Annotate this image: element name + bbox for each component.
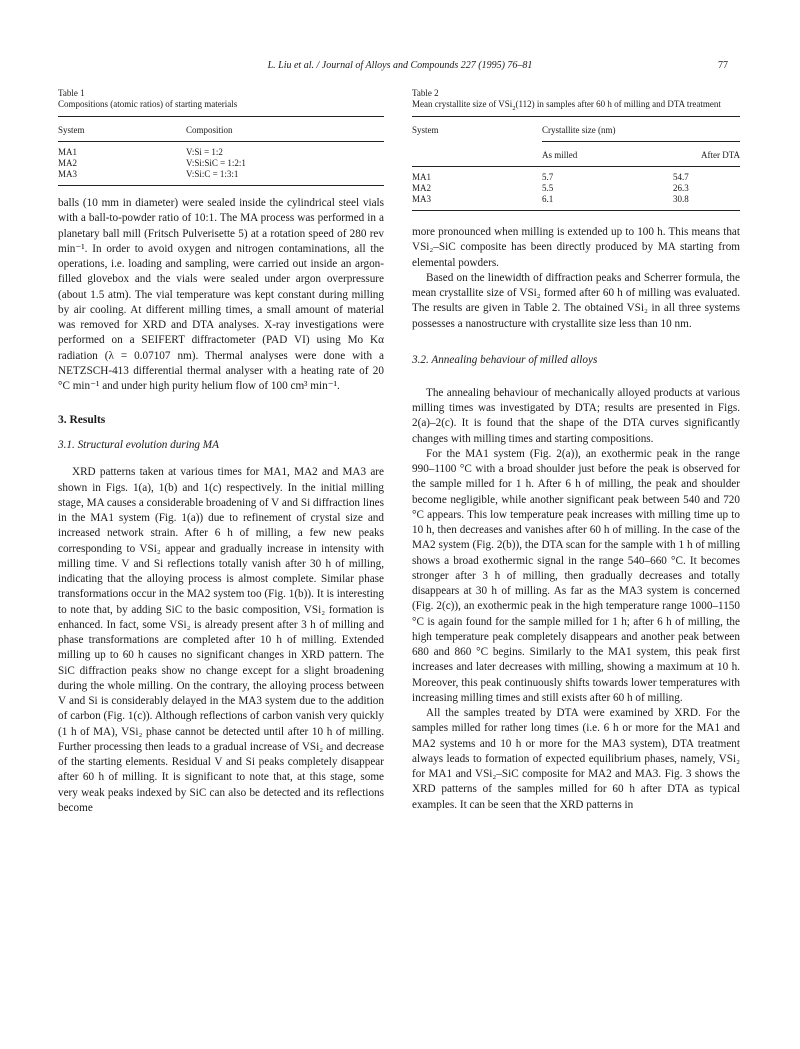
table-2-cell: 54.7 <box>672 172 689 182</box>
table-2-subheader-as-milled: As milled <box>542 150 578 160</box>
table-1-label: Table 1 <box>58 88 85 98</box>
right-paragraph-xrd-after-dta: All the samples treated by DTA were examined by XRD. For the samples milled for rather long times (i.e. 6 h or more for the MA1 and MA2 systems and 10 h or more for the MA3 system), DTA treatment always leads to formation of expected equilibrium phases, namely, VSi₂ for MA1 and VSi₂–SiC composite for MA2 and MA3. Fig. 3 shows the XRD patterns of the samples milled for 60 h after DTA as typical examples. It can be seen that the XRD patterns in <box>412 707 740 811</box>
page-header <box>0 60 800 76</box>
table-1-caption: Compositions (atomic ratios) of starting materials <box>58 99 238 109</box>
running-head: L. Liu et al. / Journal of Alloys and Compounds 227 (1995) 76–81 <box>267 60 533 71</box>
table-1-header-system: System <box>58 125 85 135</box>
table-2-cell: 6.1 <box>542 194 554 204</box>
table-1-cell: V:Si:SiC = 1:2:1 <box>186 158 246 168</box>
table-2-label: Table 2 <box>412 88 439 98</box>
table-2-caption-part: (112) in samples after 60 h of milling and DTA treatment <box>515 99 721 109</box>
table-1-header-composition: Composition <box>186 125 233 135</box>
section-heading-results: 3. Results <box>58 414 106 427</box>
table-row <box>412 183 740 194</box>
table-row <box>412 172 740 183</box>
table-1-cell: MA2 <box>58 158 78 168</box>
right-column <box>412 88 740 813</box>
page-number: 77 <box>718 60 728 71</box>
table-2-cell: 30.8 <box>672 194 689 204</box>
table-2-subheader-row <box>412 150 740 161</box>
table-1-header-row <box>58 125 384 136</box>
table-row <box>58 169 384 180</box>
table-2-subheader-after-dta: After DTA <box>700 150 740 160</box>
table-2-cell: MA3 <box>412 194 432 204</box>
table-1-cell: V:Si = 1:2 <box>186 147 223 157</box>
subsection-heading-3-1: 3.1. Structural evolution during MA <box>58 439 219 452</box>
table-2-header-system: System <box>412 125 439 135</box>
table-1-cell: MA1 <box>58 147 78 157</box>
table-2-cell: 5.7 <box>542 172 554 182</box>
right-paragraph-dta-systems: For the MA1 system (Fig. 2(a)), an exothermic peak in the range 990–1100 °C with a broad shoulder just before the peak is observed for the sample milled for 1 h. After 6 h of milling, the peak and shoulder become negligible, while another significant peak between 540 and 720 °C appears. This low temperature peak increases with milling time up to 10 h, then decreases and vanishes after 60 h of milling. In the case of the MA2 system (Fig. 2(b)), the DTA scan for the sample with 1 h of milling shows a broad exothermic signal in the range 540–660 °C. It becomes stronger after 3 h of milling, then gradually decreases and totally disappears at 30 h of milling. As far as the MA3 system is concerned (Fig. 2(c)), an exothermic peak in the high temperature range 1000–1150 °C is again found for the sample milled for 1 h; after 6 h of milling, the high temperature peak completely disappears and another peak between 680 and 860 °C begins. Similarly to the MA1 system, this peak first increases and later decreases with milling, showing a maximum at 10 h. Moreover, this peak continuously shifts towards lower temperatures with increasing milling times and still exists after 60 h of milling. <box>412 447 740 704</box>
table-1-cell: V:Si:C = 1:3:1 <box>186 169 239 179</box>
table-1-grid <box>58 116 384 186</box>
table-row <box>58 147 384 158</box>
right-paragraph-composite: more pronounced when milling is extended up to 100 h. This means that VSi₂–SiC composite has been directly produced by MA starting from elemental powders. <box>412 226 740 269</box>
table-2 <box>412 88 740 211</box>
table-2-caption-part: Mean crystallite size of VSi <box>412 99 513 109</box>
right-paragraph-annealing: The annealing behaviour of mechanically alloyed products at various milling times was investigated by DTA; results are presented in Figs. 2(a)–2(c). It is found that the shape of the DTA curves significantly changes with milling times and starting compositions. <box>412 386 740 445</box>
table-1-cell: MA3 <box>58 169 78 179</box>
table-2-cell: 5.5 <box>542 183 554 193</box>
right-paragraph-crystallite: Based on the linewidth of diffraction peaks and Scherrer formula, the mean crystallite size of VSi₂ formed after 60 h of milling was evaluated. The results are given in Table 2. The obtained VSi₂ in all three systems possesses a nanostructure with crystallite size less than 10 nm. <box>412 271 740 330</box>
table-2-cell: MA1 <box>412 172 432 182</box>
left-column <box>58 88 384 816</box>
table-2-cell: MA2 <box>412 183 432 193</box>
left-paragraph-xrd: XRD patterns taken at various times for MA1, MA2 and MA3 are shown in Figs. 1(a), 1(b) and 1(c) respectively. In the initial milling stage, MA causes a considerable broadening of V and Si diffraction lines in the MA1 system (Fig. 1(a)) due to refinement of crystal size and increased network strain. After 6 h of milling, a few new peaks corresponding to VSi₂ appear and gradually increase in intensity with milling time. V and Si reflections totally vanish after 30 h of milling, indicating that the alloying process is almost complete. Similar phase transformations occur in the MA2 system too (Fig. 1(b)). It is interesting to note that, by adding SiC to the basic composition, VSi₂ formation is enhanced. In fact, some VSi₂ is already present after 3 h of milling and phase transformations are completed after 10 h of milling. Extended milling up to 60 h causes no significant changes in XRD pattern. The SiC diffraction peaks show no change except for a slight broadening during the whole milling. On the contrary, the alloying process between V and Si is considerably delayed in the MA3 system due to the addition of carbon (Fig. 1(c)). Although reflections of carbon vanish very quickly (1 h of MA), VSi₂ phase cannot be detected until after 10 h of milling. Further processing then leads to a gradual increase of VSi₂ and decrease of the starting elements. Residual V and Si peaks completely disappear after 60 h of milling. It is significant to note that, at this stage, some very weak peaks indexed by SiC can also be detected and its reflections become <box>58 466 384 814</box>
table-1 <box>58 88 384 186</box>
table-2-header-group: Crystallite size (nm) <box>542 125 616 135</box>
left-paragraph-methods: balls (10 mm in diameter) were sealed inside the cylindrical steel vials with a ball-to-powder ratio of 10:1. The MA process was performed in a planetary ball mill (Fritsch Pulverisette 5) at a rotation speed of 280 rev min⁻¹. In order to avoid oxygen and nitrogen contaminations, all the operations, i.e. loading and sampling, were carried out inside an argon-filled glovebox and the vials were sealed under argon overpressure (about 1.5 atm). The vial temperature was kept constant during milling by air cooling. At different milling times, a small amount of material was removed for XRD and DTA analyses. X-ray investigations were performed on a SEIFERT diffractometer (PAD VI) using Mo Kα radiation (λ = 0.07107 nm). Thermal analyses were done with a NETZSCH-413 differential thermal analyser with a heating rate of 20 °C min⁻¹ and under high purity helium flow of 100 cm³ min⁻¹. <box>58 197 384 392</box>
table-row <box>58 158 384 169</box>
table-2-cell: 26.3 <box>672 183 689 193</box>
table-2-caption <box>412 99 740 110</box>
table-2-header-row <box>412 125 740 136</box>
table-2-caption-subscript: 2 <box>512 104 516 112</box>
subsection-heading-3-2: 3.2. Annealing behaviour of milled alloys <box>412 353 598 366</box>
table-2-grid <box>412 116 740 211</box>
table-row <box>412 194 740 205</box>
